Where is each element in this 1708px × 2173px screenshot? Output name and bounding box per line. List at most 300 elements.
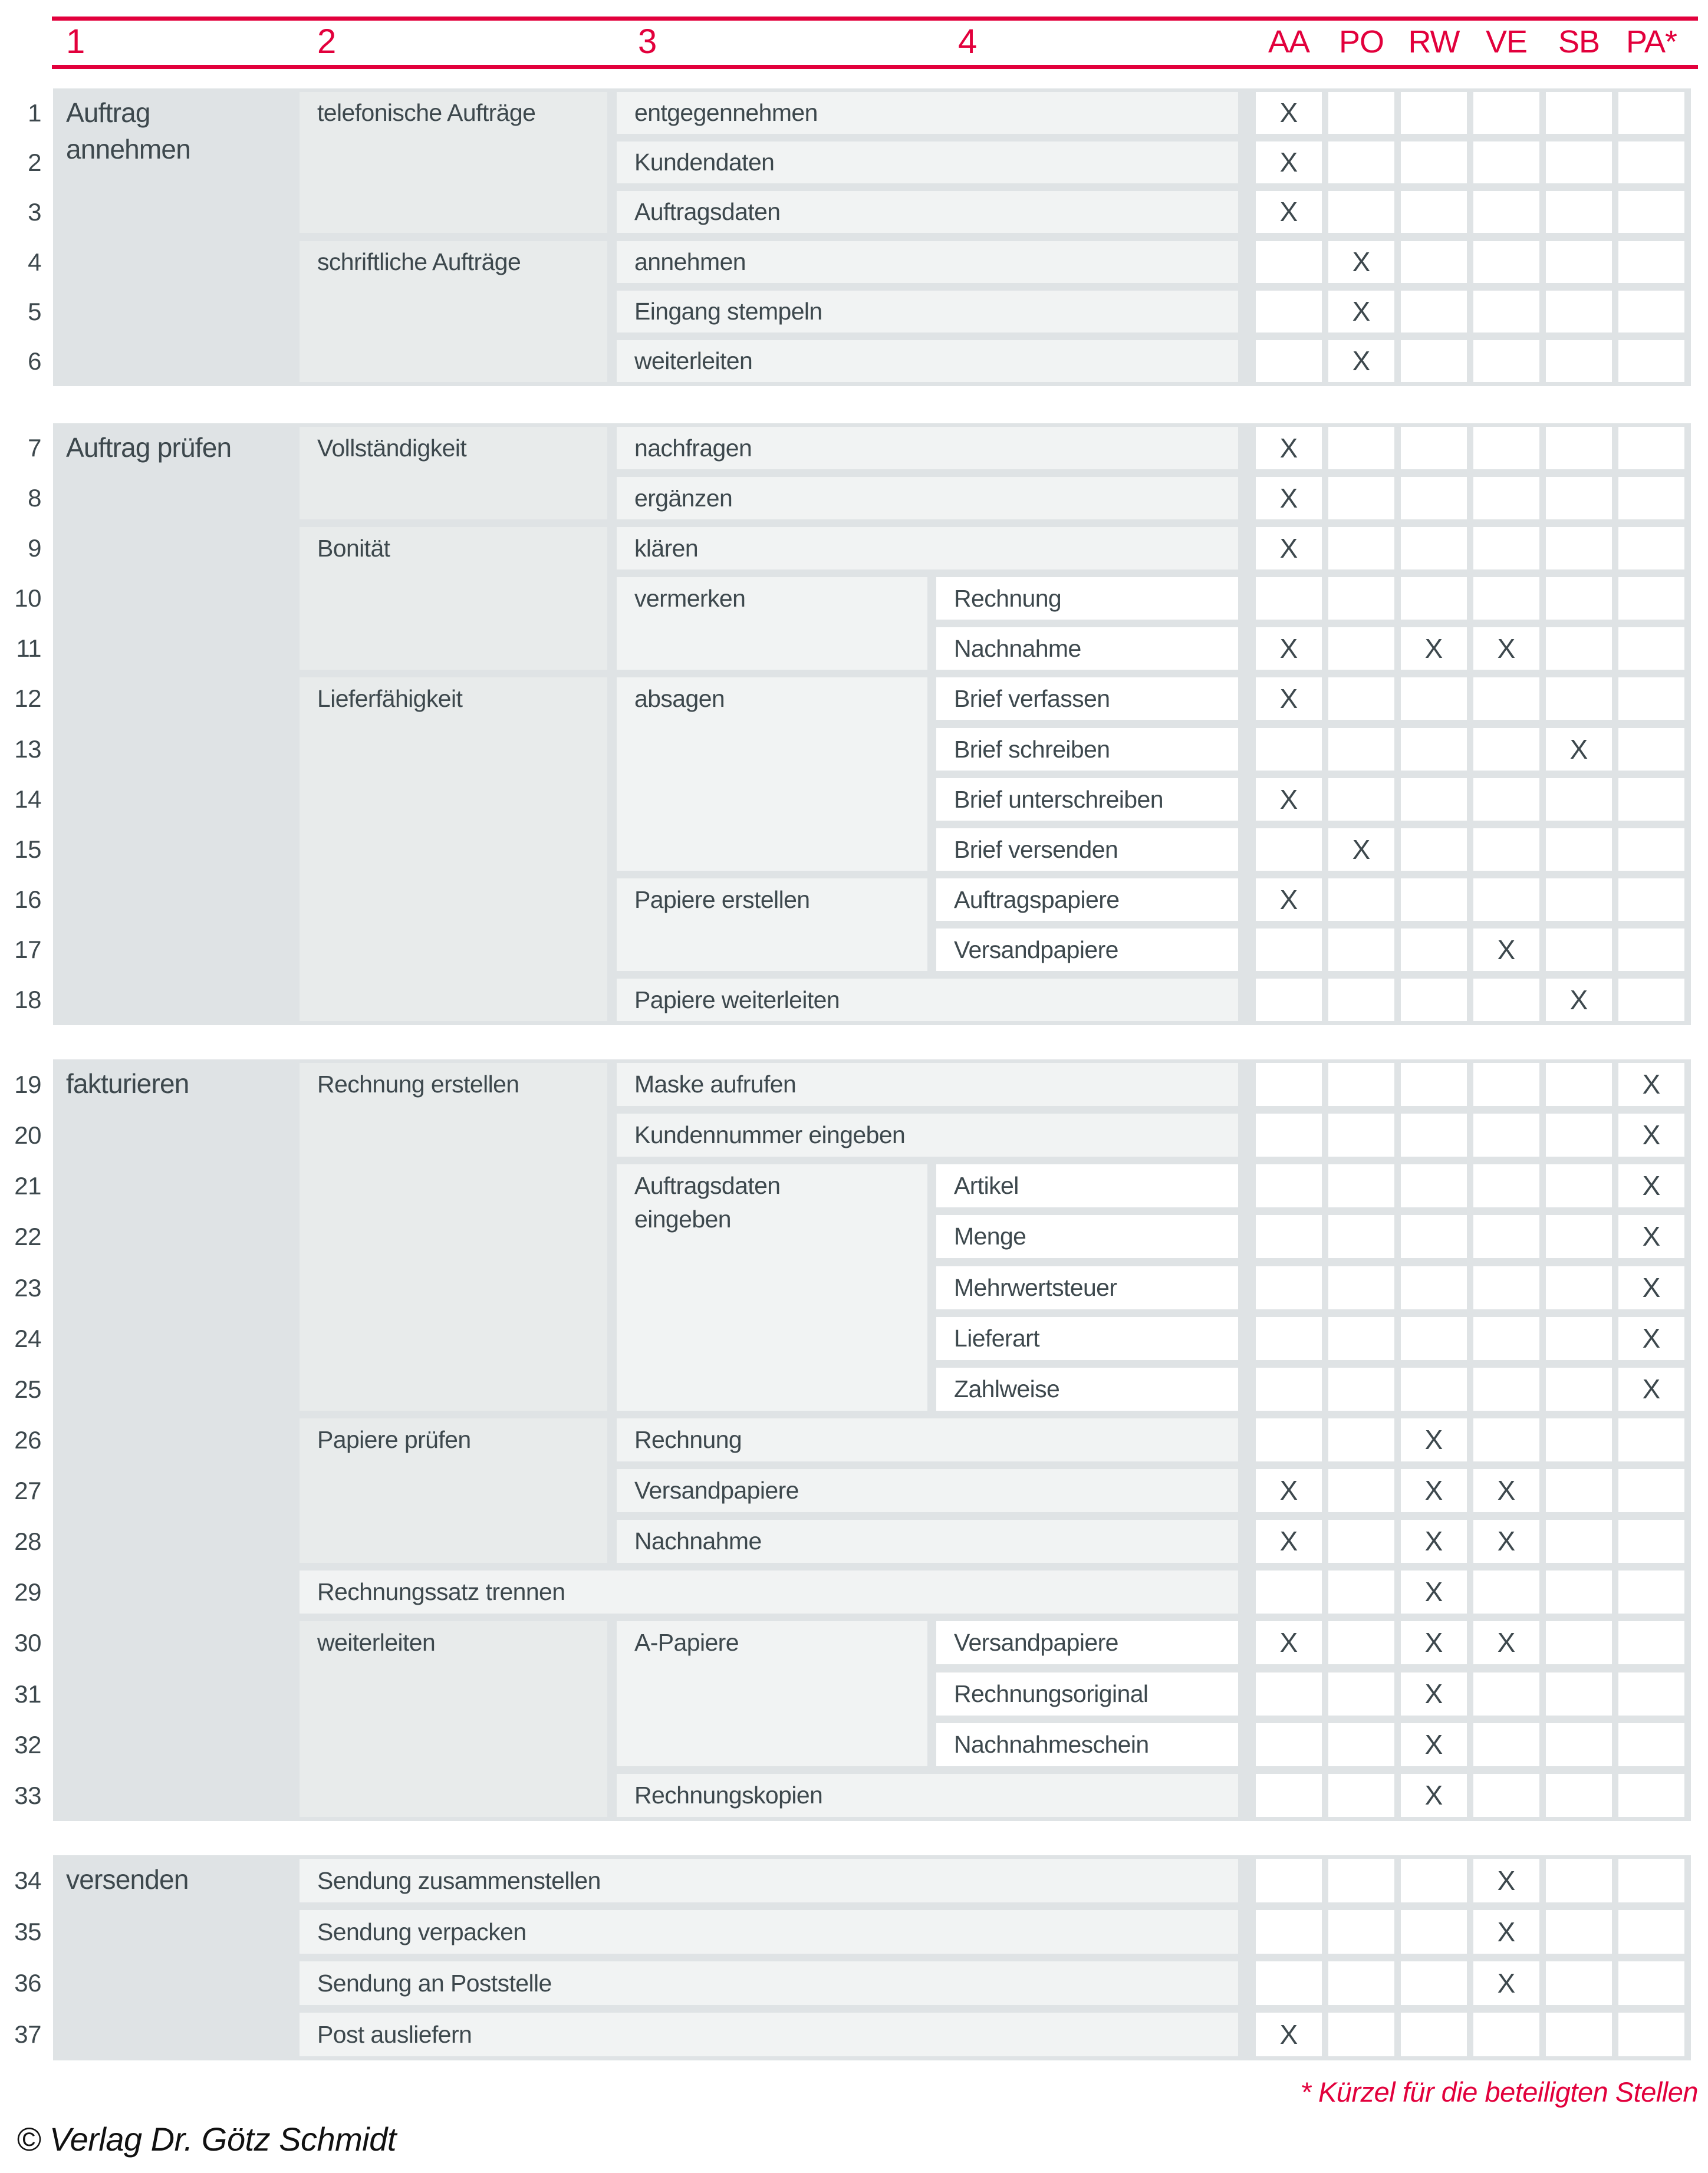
x-mark: X — [1424, 1729, 1443, 1760]
label: vermerken — [634, 585, 746, 612]
matrix-cell-16-sb — [1546, 878, 1612, 921]
matrix-cell-3-rw — [1401, 191, 1467, 233]
matrix-cell-32-sb — [1546, 1723, 1612, 1766]
task-cell — [617, 141, 1238, 183]
row-number: 7 — [28, 434, 41, 462]
matrix-cell-28-sb — [1546, 1520, 1612, 1563]
matrix-cell-1-sb — [1546, 92, 1612, 134]
matrix-cell-9-po — [1328, 527, 1394, 569]
row-number: 27 — [14, 1477, 41, 1504]
x-mark: X — [1424, 1475, 1443, 1506]
matrix-cell-23-rw — [1401, 1266, 1467, 1309]
matrix-cell-3-po — [1328, 191, 1394, 233]
matrix-cell-1-aa — [1256, 92, 1322, 134]
process-label: versenden — [66, 1864, 189, 1895]
x-mark: X — [1279, 196, 1298, 227]
matrix-cell-24-rw — [1401, 1317, 1467, 1360]
matrix-cell-12-sb — [1546, 677, 1612, 720]
matrix-cell-18-aa — [1256, 979, 1322, 1021]
x-mark: X — [1279, 483, 1298, 513]
matrix-cell-8-ve — [1473, 477, 1539, 519]
matrix-cell-17-sb — [1546, 929, 1612, 971]
matrix-cell-7-sb — [1546, 427, 1612, 469]
label: telefonische Aufträge — [317, 99, 536, 126]
section-3 — [0, 1059, 1708, 1821]
matrix-cell-8-aa — [1256, 477, 1322, 519]
matrix-cell-10-po — [1328, 577, 1394, 620]
label: Auftragspapiere — [954, 886, 1120, 913]
matrix-cell-3-sb — [1546, 191, 1612, 233]
matrix-cell-27-pa — [1618, 1469, 1684, 1512]
matrix-cell-5-aa — [1256, 291, 1322, 332]
label: Sendung verpacken — [317, 1918, 526, 1945]
matrix-cell-13-aa — [1256, 728, 1322, 771]
footnote: * Kürzel für die beteiligten Stellen — [1300, 2076, 1698, 2108]
matrix-cell-33-sb — [1546, 1774, 1612, 1817]
matrix-cell-37-sb — [1546, 2013, 1612, 2056]
row-number: 2 — [28, 149, 41, 176]
matrix-cell-15-pa — [1618, 828, 1684, 871]
task-cell — [617, 527, 1238, 569]
matrix-cell-37-rw — [1401, 2013, 1467, 2056]
section-1 — [0, 88, 1708, 386]
task-cell — [617, 1520, 1238, 1563]
row-number: 5 — [28, 298, 41, 325]
x-mark: X — [1642, 1069, 1661, 1099]
matrix-cell-26-ve — [1473, 1418, 1539, 1461]
row-number: 16 — [14, 885, 41, 913]
x-mark: X — [1279, 97, 1298, 128]
task-cell — [617, 1774, 1238, 1817]
matrix-cell-25-sb — [1546, 1368, 1612, 1411]
subprocess-block — [300, 1571, 1238, 1614]
x-mark: X — [1424, 1780, 1443, 1810]
x-mark: X — [1497, 1865, 1516, 1896]
subtask-cell — [936, 1672, 1238, 1716]
subtask-cell — [936, 677, 1238, 720]
matrix-cell-17-aa — [1256, 929, 1322, 971]
row-number: 31 — [14, 1680, 41, 1708]
matrix-cell-33-pa — [1618, 1774, 1684, 1817]
matrix-cell-26-pa — [1618, 1418, 1684, 1461]
label: Rechnung — [954, 585, 1062, 612]
matrix-cell-23-ve — [1473, 1266, 1539, 1309]
matrix-cell-11-po — [1328, 627, 1394, 670]
matrix-cell-17-ve — [1473, 929, 1539, 971]
subprocess-block — [300, 1961, 1238, 2005]
label: Sendung zusammenstellen — [317, 1867, 601, 1894]
matrix-cell-10-ve — [1473, 577, 1539, 620]
matrix-cell-10-rw — [1401, 577, 1467, 620]
matrix-cell-24-sb — [1546, 1317, 1612, 1360]
label: klären — [634, 535, 699, 562]
matrix-cell-18-rw — [1401, 979, 1467, 1021]
matrix-cell-4-aa — [1256, 241, 1322, 283]
task-cell — [617, 1469, 1238, 1512]
matrix-cell-29-ve — [1473, 1571, 1539, 1614]
subprocess-block — [300, 1063, 607, 1411]
matrix-cell-11-pa — [1618, 627, 1684, 670]
subtask-cell — [936, 577, 1238, 620]
matrix-cell-12-po — [1328, 677, 1394, 720]
matrix-cell-29-aa — [1256, 1571, 1322, 1614]
matrix-cell-33-ve — [1473, 1774, 1539, 1817]
label: nachfragen — [634, 434, 752, 462]
matrix-cell-27-rw — [1401, 1469, 1467, 1512]
matrix-cell-15-sb — [1546, 828, 1612, 871]
section-2 — [0, 423, 1708, 1025]
x-mark: X — [1424, 1424, 1443, 1455]
subtask-cell — [936, 878, 1238, 921]
row-number: 9 — [28, 534, 41, 562]
matrix-cell-35-pa — [1618, 1910, 1684, 1954]
matrix-cell-29-rw — [1401, 1571, 1467, 1614]
matrix-cell-36-ve — [1473, 1961, 1539, 2005]
matrix-cell-2-ve — [1473, 141, 1539, 183]
matrix-cell-8-po — [1328, 477, 1394, 519]
x-mark: X — [1424, 1526, 1443, 1556]
label: Brief verfassen — [954, 685, 1110, 712]
row-number: 25 — [14, 1375, 41, 1403]
header-level-3: 3 — [638, 22, 657, 61]
matrix-cell-27-ve — [1473, 1469, 1539, 1512]
x-mark: X — [1424, 1678, 1443, 1709]
matrix-cell-11-rw — [1401, 627, 1467, 670]
row-number: 4 — [28, 248, 41, 276]
label: annehmen — [634, 248, 746, 275]
label: Eingang stempeln — [634, 298, 822, 325]
subtask-cell — [936, 1215, 1238, 1258]
matrix-cell-30-po — [1328, 1621, 1394, 1664]
matrix-cell-21-ve — [1473, 1164, 1539, 1207]
row-number: 22 — [14, 1223, 41, 1250]
matrix-cell-35-ve — [1473, 1910, 1539, 1954]
label: Bonität — [317, 535, 390, 562]
matrix-cell-15-aa — [1256, 828, 1322, 871]
matrix-cell-18-po — [1328, 979, 1394, 1021]
row-number: 19 — [14, 1071, 41, 1098]
header-level-2: 2 — [317, 22, 336, 61]
matrix-cell-9-rw — [1401, 527, 1467, 569]
matrix-cell-8-rw — [1401, 477, 1467, 519]
matrix-cell-31-rw — [1401, 1672, 1467, 1716]
x-mark: X — [1279, 1526, 1298, 1556]
subtask-cell — [936, 929, 1238, 971]
matrix-cell-20-aa — [1256, 1114, 1322, 1157]
x-mark: X — [1642, 1170, 1661, 1201]
matrix-cell-33-aa — [1256, 1774, 1322, 1817]
matrix-cell-16-pa — [1618, 878, 1684, 921]
matrix-cell-2-pa — [1618, 141, 1684, 183]
matrix-cell-12-aa — [1256, 677, 1322, 720]
matrix-cell-5-sb — [1546, 291, 1612, 332]
x-mark: X — [1279, 884, 1298, 915]
matrix-cell-3-pa — [1618, 191, 1684, 233]
matrix-cell-6-rw — [1401, 340, 1467, 382]
label: Rechnung — [634, 1426, 742, 1453]
matrix-cell-35-sb — [1546, 1910, 1612, 1954]
header-unit-pa: PA* — [1625, 24, 1677, 60]
matrix-cell-1-pa — [1618, 92, 1684, 134]
row-number: 34 — [14, 1866, 41, 1894]
matrix-cell-36-po — [1328, 1961, 1394, 2005]
matrix-cell-24-aa — [1256, 1317, 1322, 1360]
x-mark: X — [1424, 1627, 1443, 1658]
x-mark: X — [1279, 683, 1298, 714]
matrix-cell-6-pa — [1618, 340, 1684, 382]
matrix-cell-23-pa — [1618, 1266, 1684, 1309]
matrix-cell-34-ve — [1473, 1859, 1539, 1902]
x-mark: X — [1642, 1323, 1661, 1354]
matrix-cell-10-sb — [1546, 577, 1612, 620]
task-cell — [617, 979, 1238, 1021]
matrix-cell-37-pa — [1618, 2013, 1684, 2056]
matrix-cell-7-pa — [1618, 427, 1684, 469]
matrix-cell-15-rw — [1401, 828, 1467, 871]
matrix-cell-31-ve — [1473, 1672, 1539, 1716]
matrix-cell-7-rw — [1401, 427, 1467, 469]
process-label: fakturieren — [66, 1068, 189, 1099]
row-number: 30 — [14, 1629, 41, 1657]
matrix-cell-14-sb — [1546, 778, 1612, 821]
matrix-cell-34-pa — [1618, 1859, 1684, 1902]
matrix-cell-20-rw — [1401, 1114, 1467, 1157]
label: weiterleiten — [317, 1629, 436, 1656]
matrix-cell-36-sb — [1546, 1961, 1612, 2005]
matrix-cell-32-rw — [1401, 1723, 1467, 1766]
task-cell — [617, 241, 1238, 283]
matrix-cell-13-rw — [1401, 728, 1467, 771]
matrix-cell-33-po — [1328, 1774, 1394, 1817]
matrix-cell-25-aa — [1256, 1368, 1322, 1411]
matrix-cell-12-pa — [1618, 677, 1684, 720]
matrix-cell-21-sb — [1546, 1164, 1612, 1207]
matrix-cell-22-pa — [1618, 1215, 1684, 1258]
matrix-cell-35-aa — [1256, 1910, 1322, 1954]
matrix-cell-26-aa — [1256, 1418, 1322, 1461]
matrix-cell-16-aa — [1256, 878, 1322, 921]
matrix-cell-6-aa — [1256, 340, 1322, 382]
matrix-cell-7-aa — [1256, 427, 1322, 469]
matrix-cell-32-ve — [1473, 1723, 1539, 1766]
matrix-cell-5-pa — [1618, 291, 1684, 332]
matrix-cell-17-pa — [1618, 929, 1684, 971]
matrix-cell-23-aa — [1256, 1266, 1322, 1309]
subtask-cell — [936, 1621, 1238, 1664]
task-cell — [617, 577, 927, 670]
matrix-cell-29-po — [1328, 1571, 1394, 1614]
label: Rechnungssatz trennen — [317, 1578, 565, 1605]
matrix-cell-1-po — [1328, 92, 1394, 134]
matrix-cell-21-rw — [1401, 1164, 1467, 1207]
label: A-Papiere — [634, 1629, 739, 1656]
row-number: 17 — [14, 936, 41, 963]
matrix-cell-16-rw — [1401, 878, 1467, 921]
matrix-cell-32-po — [1328, 1723, 1394, 1766]
header-rule-bottom — [52, 65, 1698, 69]
matrix-cell-36-aa — [1256, 1961, 1322, 2005]
matrix-cell-19-aa — [1256, 1063, 1322, 1106]
row-number: 23 — [14, 1274, 41, 1302]
matrix-cell-12-rw — [1401, 677, 1467, 720]
matrix-cell-14-rw — [1401, 778, 1467, 821]
matrix-cell-19-rw — [1401, 1063, 1467, 1106]
matrix-cell-4-po — [1328, 241, 1394, 283]
row-number: 35 — [14, 1918, 41, 1945]
matrix-cell-12-ve — [1473, 677, 1539, 720]
matrix-cell-36-pa — [1618, 1961, 1684, 2005]
x-mark: X — [1424, 1576, 1443, 1607]
matrix-cell-17-rw — [1401, 929, 1467, 971]
label: Papiere erstellen — [634, 886, 810, 913]
label: Versandpapiere — [634, 1477, 799, 1504]
matrix-cell-22-po — [1328, 1215, 1394, 1258]
subprocess-block — [300, 527, 607, 670]
label: Zahlweise — [954, 1375, 1060, 1402]
matrix-cell-21-aa — [1256, 1164, 1322, 1207]
x-mark: X — [1352, 296, 1371, 327]
row-number: 28 — [14, 1527, 41, 1555]
x-mark: X — [1497, 1475, 1516, 1506]
subtask-cell — [936, 1164, 1238, 1207]
x-mark: X — [1642, 1120, 1661, 1150]
matrix-cell-32-pa — [1618, 1723, 1684, 1766]
label: Brief versenden — [954, 836, 1118, 863]
matrix-cell-23-sb — [1546, 1266, 1612, 1309]
matrix-cell-34-rw — [1401, 1859, 1467, 1902]
subtask-cell — [936, 1266, 1238, 1309]
matrix-cell-8-sb — [1546, 477, 1612, 519]
subprocess-block — [300, 427, 607, 519]
label: schriftliche Aufträge — [317, 248, 521, 275]
subprocess-block — [300, 92, 607, 233]
label: Nachnahmeschein — [954, 1731, 1149, 1758]
label: Lieferfähigkeit — [317, 685, 463, 712]
row-number: 21 — [14, 1172, 41, 1200]
matrix-cell-3-aa — [1256, 191, 1322, 233]
row-number: 36 — [14, 1969, 41, 1997]
label: Artikel — [954, 1172, 1019, 1199]
matrix-cell-20-ve — [1473, 1114, 1539, 1157]
row-number: 29 — [14, 1578, 41, 1606]
matrix-cell-19-ve — [1473, 1063, 1539, 1106]
label: Maske aufrufen — [634, 1071, 797, 1098]
matrix-cell-25-po — [1328, 1368, 1394, 1411]
label: Nachnahme — [634, 1527, 762, 1555]
matrix-cell-20-pa — [1618, 1114, 1684, 1157]
matrix-cell-4-rw — [1401, 241, 1467, 283]
row-number: 8 — [28, 484, 41, 512]
matrix-cell-2-po — [1328, 141, 1394, 183]
matrix-cell-33-rw — [1401, 1774, 1467, 1817]
matrix-cell-36-rw — [1401, 1961, 1467, 2005]
matrix-cell-8-pa — [1618, 477, 1684, 519]
matrix-cell-22-aa — [1256, 1215, 1322, 1258]
matrix-cell-22-ve — [1473, 1215, 1539, 1258]
label: Papiere prüfen — [317, 1426, 471, 1453]
header-level-4: 4 — [958, 22, 977, 61]
subtask-cell — [936, 627, 1238, 670]
row-number: 13 — [14, 735, 41, 763]
matrix-cell-31-aa — [1256, 1672, 1322, 1716]
matrix-cell-28-rw — [1401, 1520, 1467, 1563]
matrix-cell-6-sb — [1546, 340, 1612, 382]
x-mark: X — [1279, 433, 1298, 463]
matrix-cell-9-aa — [1256, 527, 1322, 569]
matrix-cell-14-ve — [1473, 778, 1539, 821]
task-cell — [617, 191, 1238, 233]
matrix-cell-11-sb — [1546, 627, 1612, 670]
matrix-cell-13-ve — [1473, 728, 1539, 771]
label: Kundendaten — [634, 149, 775, 176]
subtask-cell — [936, 778, 1238, 821]
matrix-cell-26-po — [1328, 1418, 1394, 1461]
x-mark: X — [1424, 633, 1443, 664]
matrix-cell-2-rw — [1401, 141, 1467, 183]
row-number: 33 — [14, 1782, 41, 1809]
x-mark: X — [1497, 1917, 1516, 1947]
task-cell — [617, 291, 1238, 332]
label: Rechnungsoriginal — [954, 1680, 1148, 1707]
matrix-cell-24-ve — [1473, 1317, 1539, 1360]
matrix-cell-19-pa — [1618, 1063, 1684, 1106]
x-mark: X — [1569, 985, 1588, 1015]
copyright: © Verlag Dr. Götz Schmidt — [17, 2121, 396, 2158]
subprocess-block — [300, 1621, 607, 1817]
subprocess-block — [300, 1910, 1238, 1954]
matrix-cell-30-pa — [1618, 1621, 1684, 1664]
x-mark: X — [1279, 2019, 1298, 2050]
task-cell — [617, 1114, 1238, 1157]
matrix-cell-25-rw — [1401, 1368, 1467, 1411]
matrix-cell-35-po — [1328, 1910, 1394, 1954]
label: Versandpapiere — [954, 936, 1118, 963]
matrix-cell-30-sb — [1546, 1621, 1612, 1664]
matrix-cell-37-ve — [1473, 2013, 1539, 2056]
task-cell — [617, 677, 927, 871]
x-mark: X — [1279, 784, 1298, 815]
row-number: 10 — [14, 584, 41, 612]
label: Kundennummer eingeben — [634, 1121, 906, 1148]
matrix-cell-17-po — [1328, 929, 1394, 971]
matrix-cell-26-sb — [1546, 1418, 1612, 1461]
x-mark: X — [1569, 734, 1588, 765]
matrix-cell-29-pa — [1618, 1571, 1684, 1614]
label: Post ausliefern — [317, 2021, 472, 2048]
matrix-cell-13-po — [1328, 728, 1394, 771]
x-mark: X — [1279, 633, 1298, 664]
matrix-cell-5-po — [1328, 291, 1394, 332]
x-mark: X — [1279, 1475, 1298, 1506]
row-number: 12 — [14, 684, 41, 712]
matrix-cell-22-sb — [1546, 1215, 1612, 1258]
row-number: 26 — [14, 1426, 41, 1454]
matrix-cell-28-pa — [1618, 1520, 1684, 1563]
matrix-cell-37-aa — [1256, 2013, 1322, 2056]
matrix-cell-20-sb — [1546, 1114, 1612, 1157]
matrix-cell-9-pa — [1618, 527, 1684, 569]
row-number: 6 — [28, 347, 41, 375]
matrix-cell-25-ve — [1473, 1368, 1539, 1411]
row-number: 11 — [16, 634, 41, 662]
label: Auftragsdaten eingeben — [634, 1172, 781, 1233]
task-cell — [617, 1621, 927, 1766]
matrix-cell-4-sb — [1546, 241, 1612, 283]
row-number: 24 — [14, 1325, 41, 1352]
matrix-cell-1-rw — [1401, 92, 1467, 134]
x-mark: X — [1642, 1272, 1661, 1303]
matrix-cell-29-sb — [1546, 1571, 1612, 1614]
